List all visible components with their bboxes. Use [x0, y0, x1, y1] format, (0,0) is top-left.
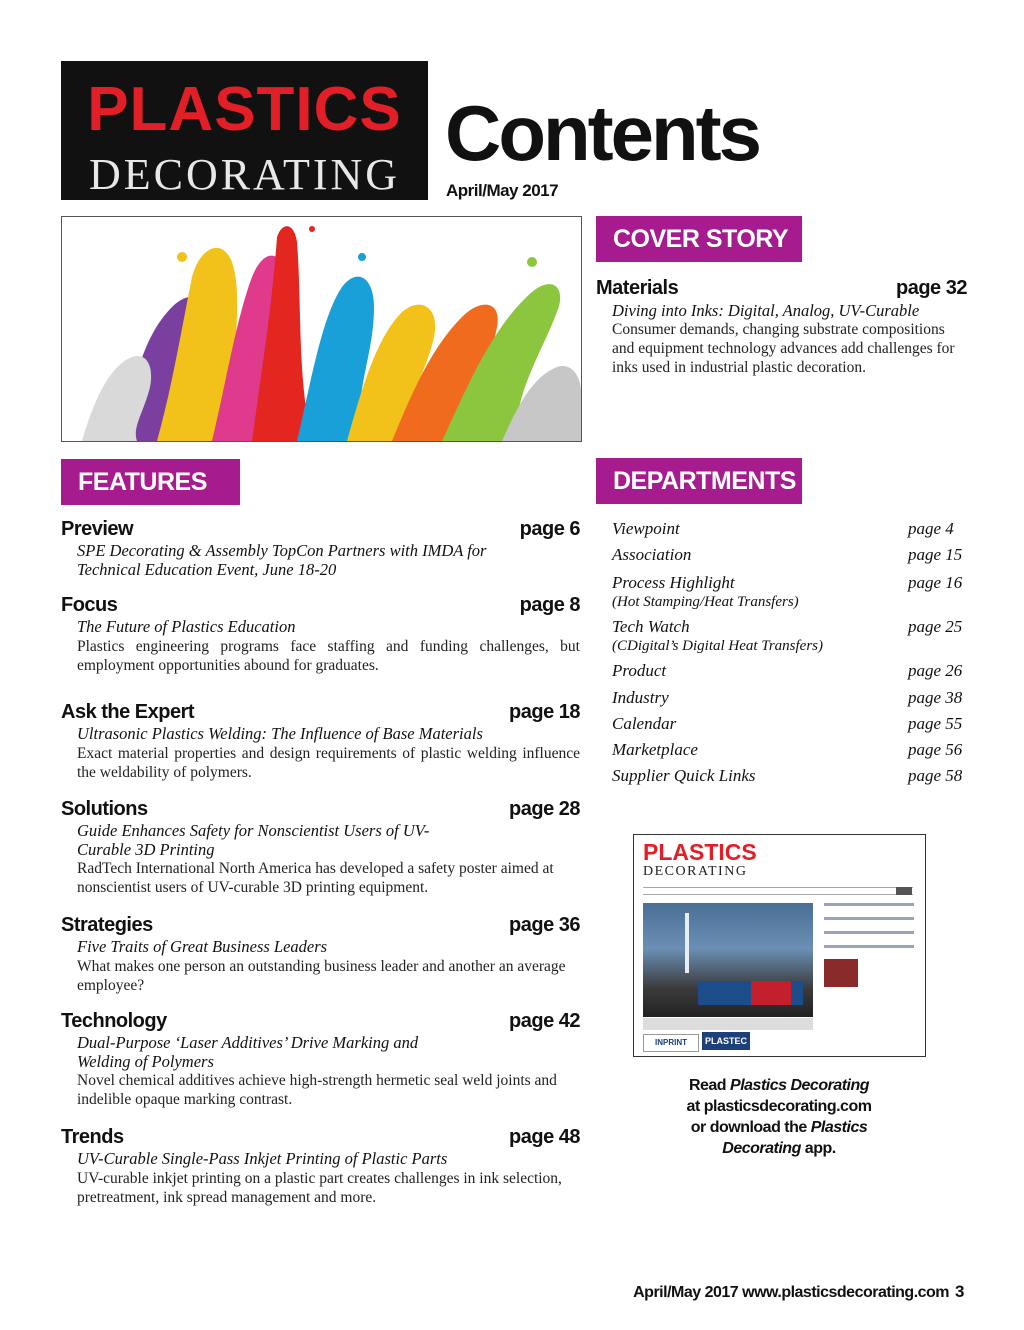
department-name: Viewpoint [612, 519, 680, 538]
feature-page: page 8 [519, 594, 580, 616]
feature-section: Trends [61, 1126, 124, 1148]
feature-page: page 48 [509, 1126, 580, 1148]
site-ad-inprint: INPRINT [643, 1034, 699, 1052]
feature-subtitle: Ultrasonic Plastics Welding: The Influence of Base Materials [77, 724, 483, 743]
feature-section: Ask the Expert [61, 701, 195, 723]
tab-cover-story: COVER STORY [596, 216, 802, 262]
cover-story-subtitle: Diving into Inks: Digital, Analog, UV-Curable [612, 301, 920, 320]
logo-line-plastics: PLASTICS [87, 75, 402, 144]
tab-features: FEATURES [61, 459, 240, 505]
department-name: Product [612, 661, 667, 680]
feature-page: page 18 [509, 701, 580, 723]
feature-subtitle: Dual-Purpose ‘Laser Additives’ Drive Marking and Welding of Polymers [77, 1033, 419, 1071]
feature-section: Technology [61, 1010, 167, 1032]
page-title: Contents [445, 89, 759, 177]
feature-technology [61, 1010, 580, 1110]
feature-description: Exact material properties and design requirements of plastic welding influence the weldability of polymers. [77, 745, 580, 781]
department-page: page 38 [908, 688, 963, 707]
department-page: page 26 [908, 661, 963, 680]
cover-story-description: Consumer demands, changing substrate compositions and equipment technology advances add challenges for inks used in industrial plastic decoration. [612, 321, 955, 376]
feature-preview [61, 518, 580, 578]
department-page: page 4 [908, 519, 954, 538]
promo-line4: Decorating app. [722, 1140, 836, 1157]
department-page: page 15 [908, 545, 963, 564]
promo-line1: Read Plastics Decorating [688, 1077, 870, 1094]
feature-subtitle: UV-Curable Single-Pass Inkjet Printing of Plastic Parts [77, 1149, 448, 1168]
feature-description: What makes one person an outstanding business leader and another an average employee? [77, 958, 566, 994]
site-thumbnail-strip [643, 1018, 813, 1030]
site-nav-bar [643, 887, 913, 895]
site-sidebar [824, 903, 914, 987]
promo-line2: at plasticsdecorating.com [686, 1098, 872, 1115]
feature-subtitle: Five Traits of Great Business Leaders [77, 937, 328, 956]
department-name: Tech Watch [612, 617, 690, 636]
website-promo-text [660, 1075, 898, 1159]
footer-text: April/May 2017 www.plasticsdecorating.com [633, 1284, 950, 1301]
department-name: Calendar [612, 714, 677, 733]
promo-line3: or download the Plastics [690, 1119, 868, 1136]
feature-description: RadTech International North America has developed a safety poster aimed at nonscientist users of UV-curable 3D printing equipment. [77, 860, 554, 896]
feature-solutions [61, 798, 580, 898]
cover-paint-splash-image [61, 216, 582, 442]
feature-description: Plastics engineering programs face staffing and funding challenges, but employment opportunities abound for graduates. [77, 638, 580, 674]
issue-date: April/May 2017 [446, 181, 559, 200]
feature-subtitle: The Future of Plastics Education [77, 617, 296, 636]
feature-focus [61, 594, 580, 674]
feature-subtitle: Guide Enhances Safety for Nonscientist Users of UV-Curable 3D Printing [77, 821, 430, 859]
department-page: page 56 [908, 740, 963, 759]
plastics-decorating-logo [61, 61, 428, 200]
department-note: (CDigital’s Digital Heat Transfers) [612, 638, 823, 654]
feature-page: page 42 [509, 1010, 580, 1032]
feature-page: page 36 [509, 914, 580, 936]
page-number: 3 [955, 1282, 964, 1301]
department-page: page 25 [908, 617, 963, 636]
site-search-box [896, 887, 912, 895]
department-page: page 16 [908, 573, 963, 592]
site-ad-plastec: PLASTEC [702, 1032, 750, 1050]
feature-section: Solutions [61, 798, 148, 820]
department-name: Association [612, 545, 692, 564]
department-name: Process Highlight [612, 573, 735, 592]
site-hero-image [643, 903, 813, 1017]
feature-ask-the-expert [61, 701, 580, 781]
department-note: (Hot Stamping/Heat Transfers) [612, 594, 799, 610]
logo-line-decorating: DECORATING [88, 150, 401, 199]
page-footer [633, 1282, 964, 1302]
site-logo-line1: PLASTICS [643, 839, 757, 865]
site-logo-line2: DECORATING [643, 864, 748, 879]
website-screenshot [633, 834, 926, 1057]
feature-strategies [61, 914, 580, 994]
feature-trends [61, 1126, 580, 1206]
department-name: Marketplace [612, 740, 698, 759]
department-page: page 55 [908, 714, 963, 733]
cover-story-page: page 32 [896, 277, 967, 299]
department-name: Supplier Quick Links [612, 766, 756, 785]
feature-subtitle: SPE Decorating & Assembly TopCon Partners with IMDA for Technical Education Event, June 18-20 [77, 541, 487, 579]
feature-section: Strategies [61, 914, 153, 936]
department-name: Industry [612, 688, 669, 707]
tab-departments: DEPARTMENTS [596, 458, 802, 504]
feature-page: page 6 [519, 518, 580, 540]
department-page: page 58 [908, 766, 963, 785]
feature-section: Focus [61, 594, 118, 616]
cover-story-section: Materials [596, 277, 679, 299]
feature-page: page 28 [509, 798, 580, 820]
feature-section: Preview [61, 518, 134, 540]
feature-description: Novel chemical additives achieve high-strength hermetic seal weld joints and indelible opaque marking contrast. [77, 1072, 557, 1108]
feature-description: UV-curable inkjet printing on a plastic part creates challenges in ink selection, pretreatment, ink spread management and more. [77, 1170, 562, 1206]
